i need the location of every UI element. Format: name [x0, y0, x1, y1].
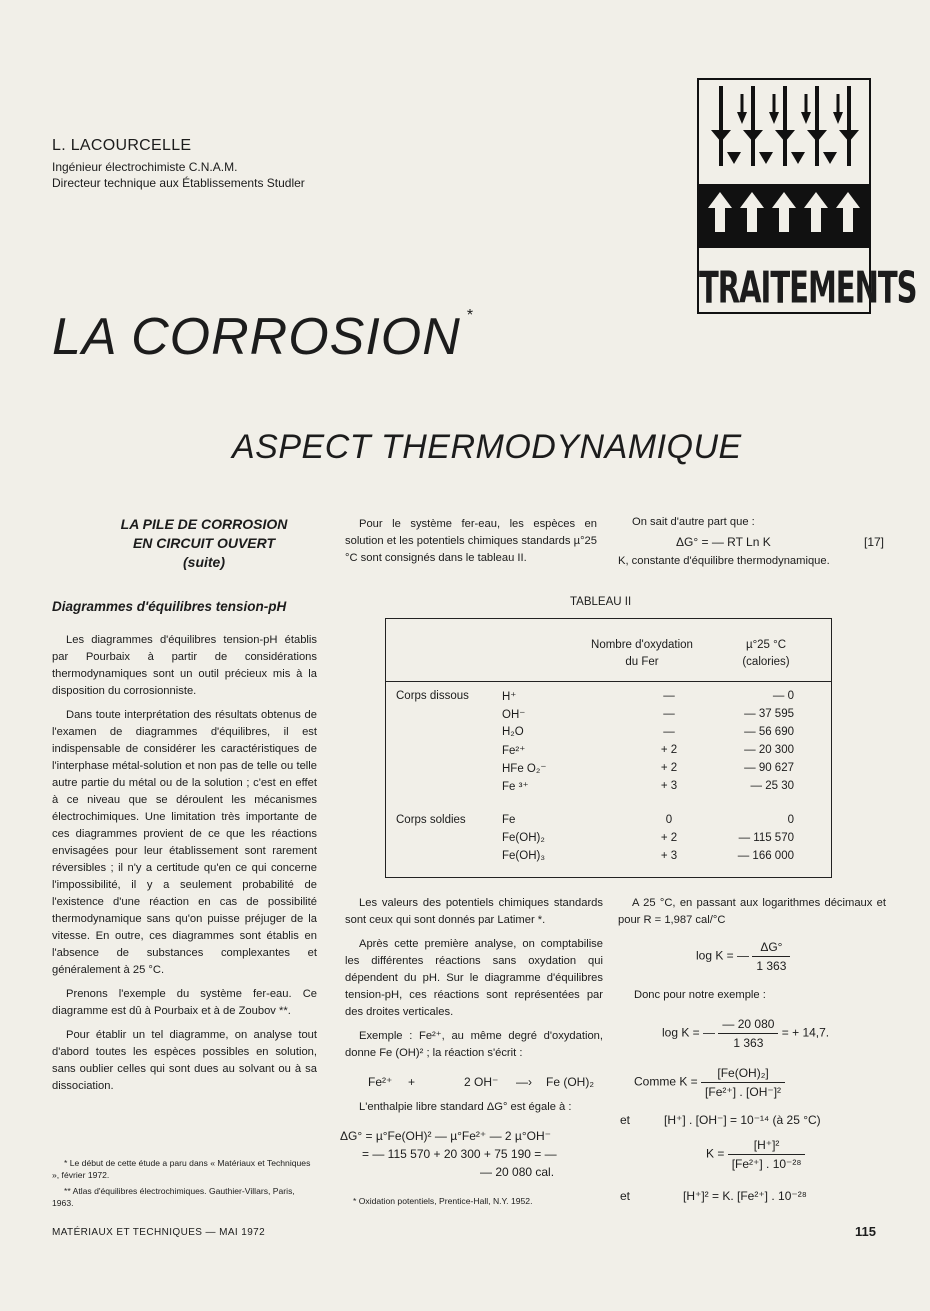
- author-name: L. LACOURCELLE: [52, 137, 192, 154]
- enthalpy-equation: [340, 1127, 604, 1181]
- species: Fe²⁺: [502, 745, 526, 757]
- oxidation: —: [663, 708, 675, 720]
- species: Fe(OH)₂: [502, 832, 545, 844]
- group-label: Corps dissous: [396, 690, 469, 702]
- species: H₂O: [502, 726, 524, 738]
- reaction-arrow: —›: [516, 1075, 532, 1089]
- oxidation: + 2: [660, 744, 678, 756]
- col2-paragraph: Exemple : Fe²⁺, au même degré d'oxydation, donne Fe (OH)² ; la réaction s'écrit :: [345, 1030, 603, 1059]
- table-ii: [385, 618, 832, 878]
- table-row: [392, 723, 824, 741]
- author-title: Ingénieur électrochimiste C.N.A.M.: [52, 160, 238, 174]
- group-label: Corps soldies: [396, 814, 466, 826]
- table-row: [392, 777, 824, 795]
- enthalpy-line3: — 20 080 cal.: [480, 1165, 555, 1179]
- mu-value: — 166 000: [737, 850, 794, 862]
- comme-den: [Fe²⁺] . [OH⁻]²: [705, 1085, 782, 1099]
- logk-num: ΔG°: [752, 940, 790, 957]
- col2-intro: Pour le système fer-eau, les espèces en solution et les potentiels chimiques standards µ°25 °C sont consignés dans le tableau II.: [345, 518, 597, 564]
- table-row: [392, 741, 824, 759]
- water-product-eq: [H⁺] . [OH⁻] = 10⁻¹⁴ (à 25 °C): [664, 1113, 821, 1127]
- example-den: 1 363: [733, 1036, 764, 1050]
- et-label-2: et: [620, 1189, 631, 1203]
- table-row: [392, 687, 824, 705]
- mu-value: — 90 627: [744, 762, 794, 774]
- logo-word: TRAITEMENTS: [699, 262, 917, 313]
- species: Fe ³⁺: [502, 781, 529, 793]
- mu-value: — 56 690: [744, 726, 794, 738]
- footnote-latimer: * Oxidation potentiels, Prentice-Hall, N.Y. 1952.: [353, 1196, 533, 1206]
- k-frac: [728, 1138, 806, 1171]
- main-title: [52, 307, 474, 367]
- reaction-lhs: Fe²⁺: [368, 1075, 393, 1089]
- equation-17: ΔG° = — RT Ln K: [676, 535, 771, 549]
- oxidation: + 3: [660, 850, 678, 862]
- example-rhs: = + 14,7.: [781, 1025, 830, 1040]
- species: H⁺: [502, 691, 517, 703]
- mu-value: — 0: [772, 690, 794, 702]
- author-affiliation: Directeur technique aux Établissements Studler: [52, 176, 305, 190]
- mu-value: — 37 595: [744, 708, 794, 720]
- traitements-logo: [697, 78, 917, 314]
- header-oxidation: [582, 637, 702, 671]
- oxidation: —: [663, 690, 675, 702]
- journal-footer: MATÉRIAUX ET TECHNIQUES — MAI 1972: [52, 1227, 266, 1238]
- col2-paragraph: Les valeurs des potentiels chimiques standards sont ceux qui sont donnés par Latimer *.: [345, 897, 603, 926]
- header-mu: [731, 637, 801, 671]
- header-mu-line1: µ°25 °C: [745, 639, 787, 651]
- col2-paragraph: Après cette première analyse, on comptabilise les différentes réactions sans oxydation qui dépendent du pH. Sur le diagramme d'équilibres tension-pH, ces réactions sont représentées par des droites verticales.: [345, 938, 603, 1018]
- title-footnote-marker: *: [466, 307, 475, 324]
- footnote-1: * Le début de cette étude a paru dans « Matériaux et Techniques », février 1972.: [52, 1158, 311, 1180]
- col1-paragraph: Pour établir un tel diagramme, on analyse tout d'abord toutes les espèces possibles en solution, sans oublier celles qui sont dues au solvant ou à sa dissociation.: [52, 1029, 317, 1092]
- comme-formula: [634, 1066, 785, 1099]
- example-formula: [662, 1017, 829, 1050]
- page-number: 115: [855, 1224, 876, 1239]
- enthalpy-line2: = — 115 570 + 20 300 + 75 190 = —: [362, 1147, 557, 1161]
- col1-paragraph: Dans toute interprétation des résultats obtenus de l'examen de diagrammes d'équilibres, il est indispensable de considérer les caractéristiques de l'interphase métal-solution et non pas de telle ou telle autre partie du métal ou de la solution ; c'est en effet à ce niveau que se déroulent les mécanismes électrochimiques. Une limitation très importante de ces diagrammes provient de ce que les réactions envisagées pour leur établissement sont rarement réversibles ; il n'y a certitude qu'en ce qui concerne l'impossibilité, il y a seulement probabilité de l'existence d'une réaction en cas de possibilité thermodynamique sans qu'on puisse préjuger de la vitesse. En outre, ces diagrammes sont établis en l'absence de substances complexantes et généralement à 25 °C.: [52, 709, 317, 976]
- species: OH⁻: [502, 709, 526, 721]
- k-num: [H⁺]²: [728, 1138, 806, 1155]
- mu-value: — 25 30: [750, 780, 794, 792]
- k-den: [Fe²⁺] . 10⁻²⁸: [731, 1157, 802, 1171]
- col3-intro-text: On sait d'autre part que :: [632, 516, 755, 528]
- logk-den: 1 363: [756, 959, 787, 973]
- table-row: [392, 811, 824, 829]
- section-heading-line2: EN CIRCUIT OUVERT: [132, 535, 276, 551]
- mu-value: — 20 300: [744, 744, 794, 756]
- footnote-2: ** Atlas d'équilibres électrochimiques. Gauthier-Villars, Paris, 1963.: [52, 1186, 295, 1208]
- comme-lhs: Comme K =: [634, 1074, 698, 1089]
- reaction-oh: 2 OH⁻: [464, 1075, 499, 1089]
- reaction-rhs: Fe (OH)₂: [546, 1075, 594, 1089]
- k-formula: [706, 1138, 805, 1171]
- mu-value: — 115 570: [738, 832, 794, 844]
- diagram-heading: Diagrammes d'équilibres tension-pH: [52, 599, 287, 614]
- oxidation: 0: [665, 814, 673, 826]
- species: Fe: [502, 814, 516, 826]
- oxidation: + 2: [660, 762, 678, 774]
- et-label-1: et: [620, 1113, 631, 1127]
- col1-paragraph: Prenons l'exemple du système fer-eau. Ce diagramme est dû à Pourbaix et à de Zoubov **.: [52, 988, 317, 1017]
- comme-num: [Fe(OH)₂]: [701, 1066, 785, 1083]
- table-row: [392, 847, 824, 865]
- logk-lhs: log K = —: [696, 948, 750, 963]
- table-row: [392, 759, 824, 777]
- species: HFe O₂⁻: [502, 763, 547, 775]
- comme-frac: [701, 1066, 785, 1099]
- mu-value: 0: [787, 814, 794, 826]
- col1-paragraph: Les diagrammes d'équilibres tension-pH établis par Pourbaix à partir de considérations thermodynamiques sont un outil précieux mis à la disposition du corrosionniste.: [52, 634, 317, 697]
- main-title-text: LA CORROSION: [52, 308, 461, 366]
- col1-footnotes: [52, 1157, 317, 1209]
- enthalpy-line1: ΔG° = µ°Fe(OH)² — µ°Fe²⁺ — 2 µ°OH⁻: [340, 1129, 551, 1143]
- header-oxidation-line1: Nombre d'oxydation: [591, 639, 693, 651]
- logk-frac: [752, 940, 790, 973]
- k-lhs: K =: [706, 1146, 725, 1161]
- col1-body: [52, 632, 317, 1102]
- table-row: [392, 705, 824, 723]
- oxidation: + 2: [660, 832, 678, 844]
- col3-para: A 25 °C, en passant aux logarithmes décimaux et pour R = 1,987 cal/°C: [618, 897, 886, 926]
- table-row: [392, 829, 824, 847]
- table-title: TABLEAU II: [570, 596, 632, 608]
- species: Fe(OH)₃: [502, 850, 546, 862]
- section-heading-line1: LA PILE DE CORROSION: [120, 516, 288, 532]
- logk-formula: [696, 940, 790, 973]
- oxidation: —: [663, 726, 675, 738]
- col2-body: [345, 895, 603, 1069]
- example-text: Donc pour notre exemple :: [634, 989, 766, 1001]
- h-squared-eq: [H⁺]² = K. [Fe²⁺] . 10⁻²⁸: [683, 1189, 807, 1203]
- section-heading: [84, 515, 324, 572]
- example-num: — 20 080: [718, 1017, 778, 1034]
- section-heading-line3: (suite): [183, 554, 225, 570]
- table-header: [386, 619, 831, 682]
- col3-intro: [618, 514, 884, 570]
- header-mu-line2: (calories): [742, 656, 790, 668]
- equation-17-number: [17]: [863, 535, 884, 549]
- example-frac: [718, 1017, 778, 1050]
- sub-title: ASPECT THERMODYNAMIQUE: [232, 428, 742, 466]
- example-lhs: log K = —: [662, 1025, 716, 1040]
- header-oxidation-line2: du Fer: [625, 656, 659, 668]
- reaction-plus: +: [408, 1075, 416, 1089]
- col3-intro-after: K, constante d'équilibre thermodynamique.: [618, 555, 830, 567]
- oxidation: + 3: [660, 780, 678, 792]
- table-body: [392, 687, 824, 865]
- enthalpy-intro: L'enthalpie libre standard ΔG° est égale à :: [359, 1101, 572, 1113]
